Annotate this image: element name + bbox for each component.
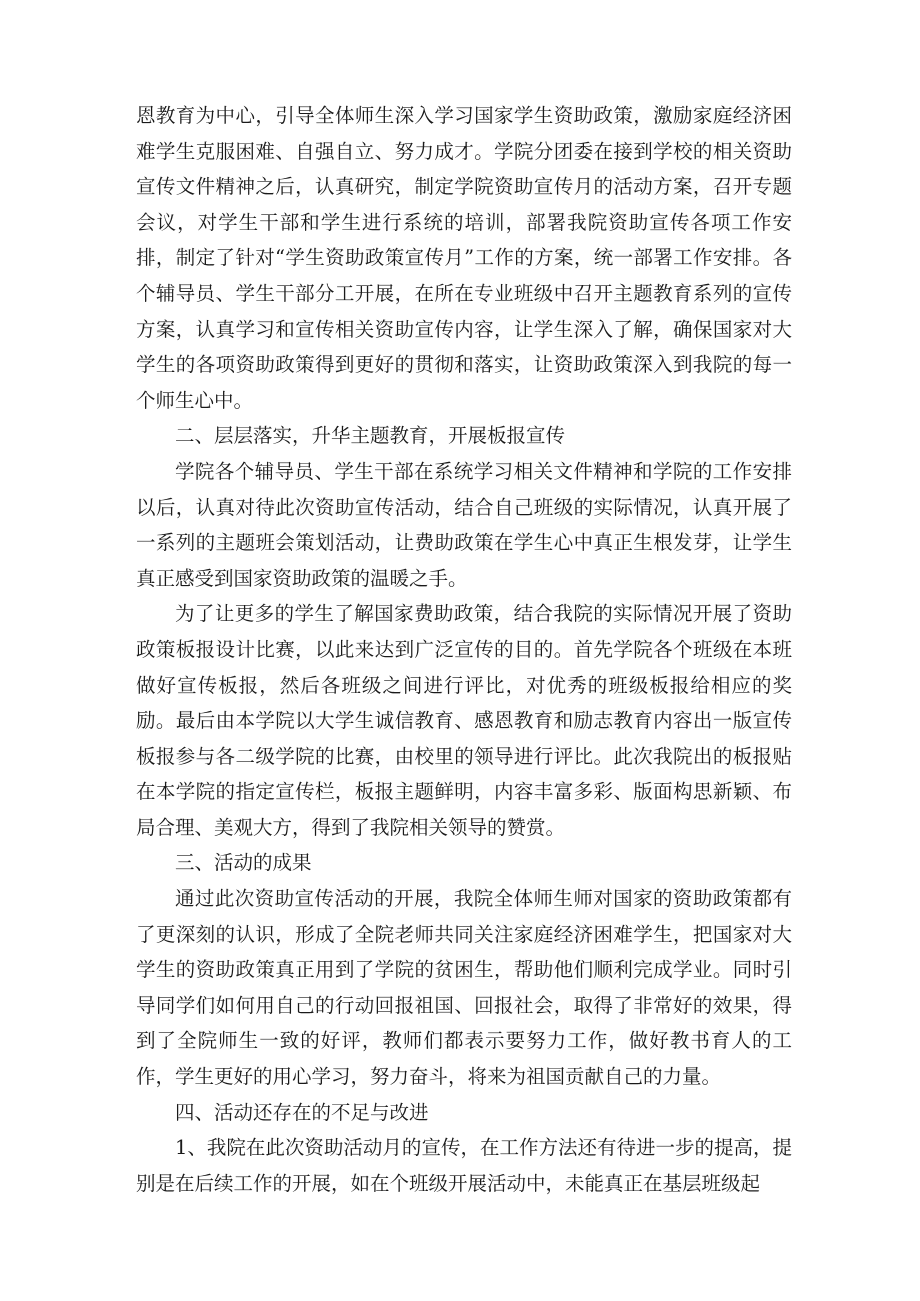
paragraph-class-activities: 学院各个辅导员、学生干部在系统学习相关文件精神和学院的工作安排以后，认真对待此次资助宣传活动，结合自己班级的实际情况，认真开展了一系列的主题班会策划活动，让费助政策在学生心中真正生根发芽，让学生真正感受到国家资助政策的温暖之手。 — [136, 459, 792, 590]
paragraph-shortcomings: 1、我院在此次资助活动月的宣传，在工作方法还有待进一步的提高，提别是在后续工作的开展，如在个班级开展活动中，未能真正在基层班级起 — [136, 1136, 792, 1195]
section-heading-4: 四、活动还存在的不足与改进 — [175, 1100, 429, 1124]
section-heading-2: 二、层层落实，升华主题教育，开展板报宣传 — [175, 424, 566, 448]
paragraph-blackboard-contest: 为了让更多的学生了解国家费助政策，结合我院的实际情况开展了资助政策板报设计比赛，以此来达到广泛宣传的目的。首先学院各个班级在本班做好宣传板报，然后各班级之间进行评比，对优秀的班级板报给相应的奖励。最后由本学院以大学生诚信教育、感恩教育和励志教育内容出一版宣传板报参与各二级学院的比赛，由校里的领导进行评比。此次我院出的板报贴在本学院的指定宣传栏，板报主题鲜明，内容丰富多彩、版面构思新颖、布局合理、美观大方，得到了我院相关领导的赞赏。 — [136, 602, 792, 839]
section-heading-3: 三、活动的成果 — [175, 851, 312, 875]
paragraph-intro-continuation: 恩教育为中心，引导全体师生深入学习国家学生资助政策，激励家庭经济困难学生克服困难、自强自立、努力成才。学院分团委在接到学校的相关资助宣传文件精神之后，认真研究，制定学院资助宣传月的活动方案，召开专题会议，对学生干部和学生进行系统的培训，部署我院资助宣传各项工作安排，制定了针对“学生资助政策宣传月”工作的方案，统一部署工作安排。各个辅导员、学生干部分工开展，在所在专业班级中召开主题教育系列的宣传方案，认真学习和宣传相关资助宣传内容，让学生深入了解，确保国家对大学生的各项资助政策得到更好的贯彻和落实，让资助政策深入到我院的每一个师生心中。 — [136, 104, 792, 412]
paragraph-results: 通过此次资助宣传活动的开展，我院全体师生师对国家的资助政策都有了更深刻的认识，形成了全院老师共同关注家庭经济困难学生，把国家对大学生的资助政策真正用到了学院的贫困生，帮助他们顺利完成学业。同时引导同学们如何用自己的行动回报祖国、回报社会，取得了非常好的效果，得到了全院师生一致的好评，教师们都表示要努力工作，做好教书育人的工作，学生更好的用心学习，努力奋斗，将来为祖国贡献自己的力量。 — [136, 887, 792, 1089]
